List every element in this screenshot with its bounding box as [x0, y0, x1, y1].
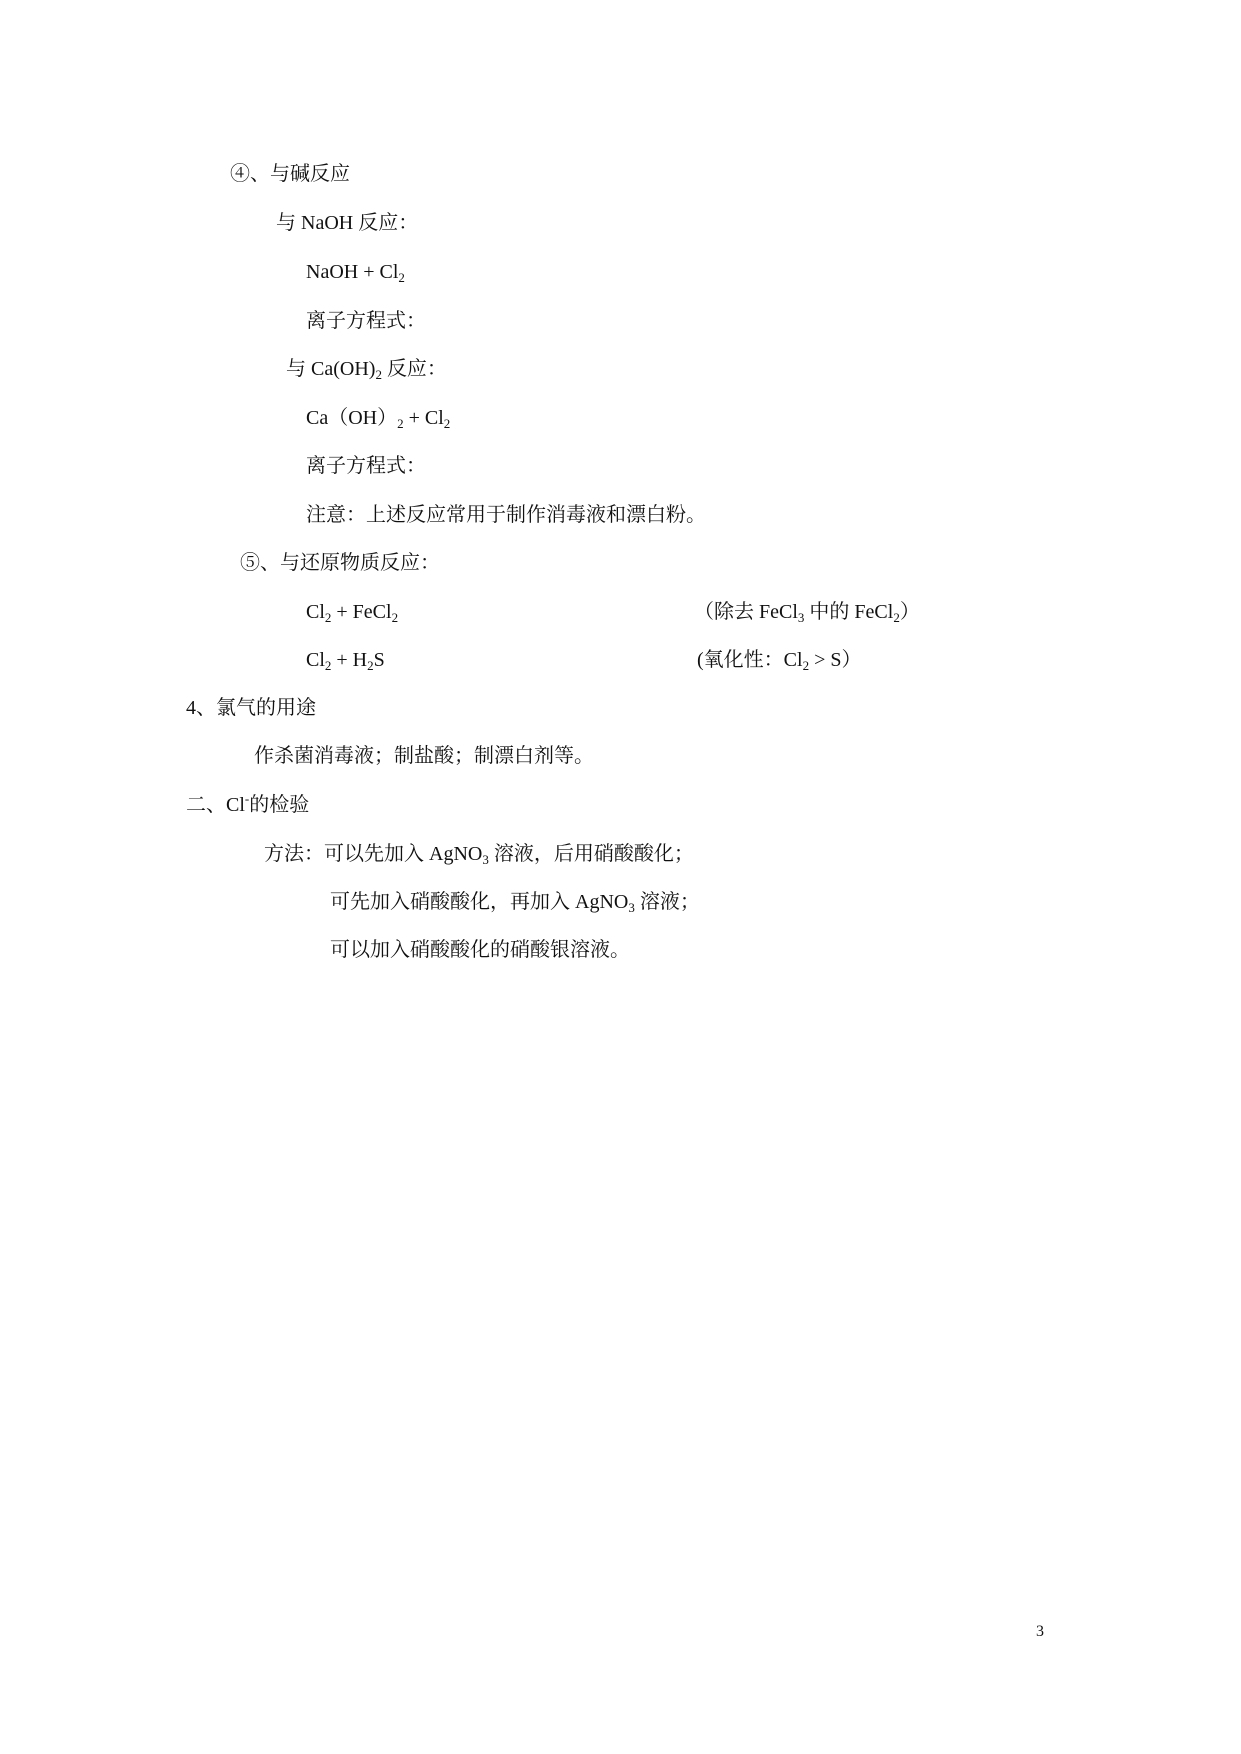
- oxidizing-note: (氧化性：$Cl_2 > S$）: [697, 649, 862, 673]
- caoh-ionic-label: 离子方程式：: [306, 455, 426, 477]
- page-number: 3: [1036, 1623, 1044, 1640]
- fecl2-equation: $Cl_2$ + FeCl$_2$: [306, 601, 399, 625]
- test-method-2: 可先加入硝酸酸化，再加入 AgNO$_3$ 溶液；: [330, 891, 700, 915]
- fecl2-note: （除去 FeCl$_3$ 中的 FeCl$_2$）: [694, 601, 920, 625]
- test-method-1: 方法：可以先加入 AgNO$_3$ 溶液，后用硝酸酸化；: [264, 843, 694, 867]
- caoh-intro: 与 $Ca(OH)_2$ 反应：: [286, 358, 447, 382]
- reducing-heading: ⑤、与还原物质反应：: [240, 552, 440, 574]
- caoh-equation: $Ca(OH)_2 + Cl_2$: [306, 407, 451, 431]
- uses-heading: 4、氯气的用途: [186, 697, 316, 719]
- naoh-ionic-label: 离子方程式：: [306, 310, 426, 332]
- uses-text: 作杀菌消毒液；制盐酸；制漂白剂等。: [254, 745, 594, 767]
- chloride-test-heading: 二、Cl-的检验: [186, 791, 310, 816]
- naoh-equation: NaOH + $Cl_2$: [306, 261, 405, 285]
- h2s-equation: $Cl_2 + H_2S$: [306, 649, 385, 673]
- naoh-intro: 与 NaOH 反应：: [276, 212, 419, 234]
- alkali-heading: ④、与碱反应: [230, 163, 350, 185]
- alkali-note: 注意：上述反应常用于制作消毒液和漂白粉。: [306, 504, 706, 526]
- test-method-3: 可以加入硝酸酸化的硝酸银溶液。: [330, 939, 630, 961]
